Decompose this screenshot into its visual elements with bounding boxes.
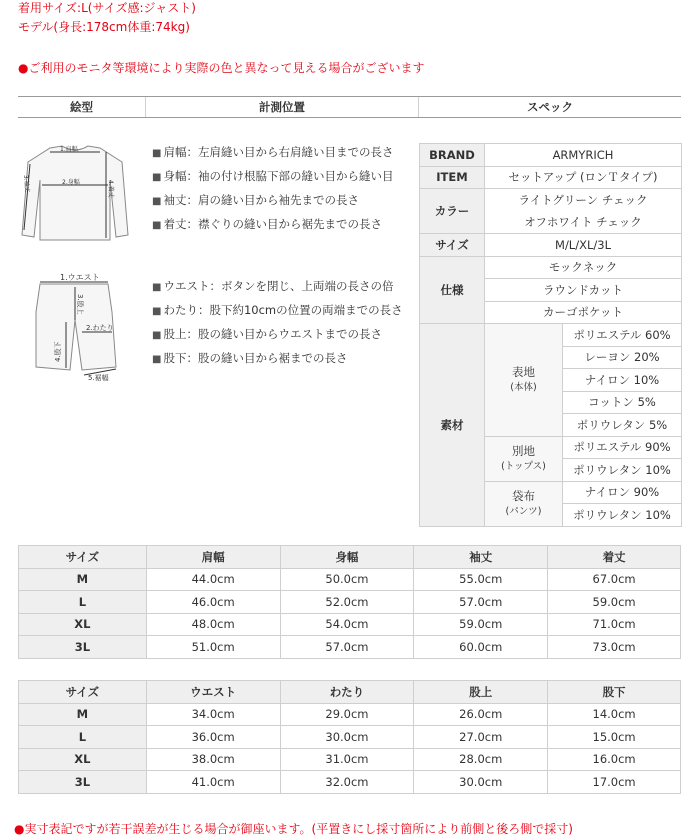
omote-label bbox=[485, 324, 563, 437]
cell: 71.0cm bbox=[548, 613, 681, 636]
measure-item: ■ 着丈：襟ぐりの縫い目から裾先までの長さ bbox=[152, 217, 382, 231]
cell: 27.0cm bbox=[414, 726, 548, 749]
material-row: コットン 5% bbox=[563, 391, 682, 414]
table-row bbox=[19, 748, 681, 771]
omote-sub: (本体) bbox=[510, 381, 537, 393]
material-row: ポリウレタン 5% bbox=[563, 414, 682, 437]
fukuro-title: 袋布 bbox=[512, 488, 535, 503]
measure-item: ■ 身幅：袖の付け根脇下部の縫い目から縫い目 bbox=[152, 169, 394, 183]
cell: 26.0cm bbox=[414, 703, 548, 726]
table-row bbox=[19, 636, 681, 659]
shiyou-item: モックネック bbox=[485, 256, 682, 279]
cell: 51.0cm bbox=[146, 636, 280, 659]
material-row: ポリウレタン 10% bbox=[563, 504, 682, 527]
pants-measure-list bbox=[152, 275, 403, 371]
tops-size-table bbox=[18, 545, 681, 659]
cell: 36.0cm bbox=[146, 726, 280, 749]
brand-value: ARMYRICH bbox=[485, 144, 682, 167]
table-row bbox=[19, 613, 681, 636]
cell: 41.0cm bbox=[146, 771, 280, 794]
table-header: 身幅 bbox=[280, 546, 414, 569]
measure-item: ■ ウエスト：ボタンを閉じ、上両端の長さの倍 bbox=[152, 279, 394, 293]
measure-item: ■ 股下：股の縫い目から裾までの長さ bbox=[152, 351, 348, 365]
cell: 32.0cm bbox=[280, 771, 414, 794]
table-row bbox=[19, 591, 681, 614]
tops-illustration bbox=[10, 140, 140, 250]
color-label: カラー bbox=[420, 189, 485, 234]
measure-item: ■ 股上：股の縫い目からウエストまでの長さ bbox=[152, 327, 382, 341]
size-value: M/L/XL/3L bbox=[485, 234, 682, 257]
cell: 29.0cm bbox=[280, 703, 414, 726]
cell: 73.0cm bbox=[548, 636, 681, 659]
measurement-footnote: ●実寸表記ですが若干誤差が生じる場合が御座います。(平置きにし採寸箇所により前側と後ろ側で採寸) bbox=[14, 822, 573, 836]
model-body-info: モデル(身長:178cm体重:74kg) bbox=[18, 20, 190, 34]
tops-label-1: 1.肩幅 bbox=[60, 146, 78, 153]
table-header: サイズ bbox=[19, 546, 147, 569]
cell: 48.0cm bbox=[146, 613, 280, 636]
cell: 67.0cm bbox=[548, 568, 681, 591]
cell: 30.0cm bbox=[414, 771, 548, 794]
cell: 31.0cm bbox=[280, 748, 414, 771]
table-header: サイズ bbox=[19, 681, 147, 704]
cell: 55.0cm bbox=[414, 568, 548, 591]
color-option: ライトグリーン チェック bbox=[518, 193, 648, 207]
cell: 14.0cm bbox=[548, 703, 681, 726]
cell: 59.0cm bbox=[548, 591, 681, 614]
cell: 28.0cm bbox=[414, 748, 548, 771]
cell: 60.0cm bbox=[414, 636, 548, 659]
measure-item: ■ 袖丈：肩の縫い目から袖先までの長さ bbox=[152, 193, 359, 207]
omote-title: 表地 bbox=[512, 364, 535, 379]
table-header: わたり bbox=[280, 681, 414, 704]
pants-label-inseam: 4.股下 bbox=[54, 341, 62, 362]
spec-table bbox=[419, 143, 682, 527]
header-measure-position: 計測位置 bbox=[146, 97, 419, 117]
size-label: サイズ bbox=[420, 234, 485, 257]
material-row: ポリエステル 60% bbox=[563, 324, 682, 347]
brand-label: BRAND bbox=[420, 144, 485, 167]
pants-illustration bbox=[20, 272, 130, 382]
row-size: L bbox=[19, 726, 147, 749]
table-header: 股上 bbox=[414, 681, 548, 704]
header-illustration: 絵型 bbox=[18, 97, 146, 117]
betsu-title: 別地 bbox=[512, 443, 535, 458]
table-header: 股下 bbox=[548, 681, 681, 704]
color-option: オフホワイト チェック bbox=[524, 215, 642, 229]
row-size: XL bbox=[19, 748, 147, 771]
fukuro-sub: (パンツ) bbox=[505, 505, 542, 517]
table-header: ウエスト bbox=[146, 681, 280, 704]
cell: 16.0cm bbox=[548, 748, 681, 771]
material-label: 素材 bbox=[420, 324, 485, 527]
shiyou-item: カーゴポケット bbox=[485, 301, 682, 324]
cell: 34.0cm bbox=[146, 703, 280, 726]
header-spec: スペック bbox=[527, 100, 573, 114]
table-header: 肩幅 bbox=[146, 546, 280, 569]
pants-label-waist: 1.ウエスト bbox=[60, 273, 100, 282]
table-header: 着丈 bbox=[548, 546, 681, 569]
color-notice: ●ご利用のモニタ等環境により実際の色と異なって見える場合がございます bbox=[18, 61, 425, 75]
color-value bbox=[485, 189, 682, 234]
row-size: L bbox=[19, 591, 147, 614]
item-label: ITEM bbox=[420, 166, 485, 189]
cell: 44.0cm bbox=[146, 568, 280, 591]
table-header: 袖丈 bbox=[414, 546, 548, 569]
betsu-label bbox=[485, 436, 563, 481]
table-row bbox=[19, 703, 681, 726]
tops-label-3: 3.袖丈 bbox=[22, 174, 31, 193]
tops-label-2: 2.身幅 bbox=[62, 179, 80, 186]
cell: 54.0cm bbox=[280, 613, 414, 636]
material-row: ナイロン 10% bbox=[563, 369, 682, 392]
spec-header-row bbox=[18, 96, 681, 118]
tops-label-4: 4.着丈 bbox=[107, 180, 114, 198]
row-size: M bbox=[19, 703, 147, 726]
cell: 17.0cm bbox=[548, 771, 681, 794]
material-row: ポリエステル 90% bbox=[563, 436, 682, 459]
table-row bbox=[19, 771, 681, 794]
table-row bbox=[19, 568, 681, 591]
cell: 52.0cm bbox=[280, 591, 414, 614]
cell: 57.0cm bbox=[414, 591, 548, 614]
model-size-info: 着用サイズ:L(サイズ感:ジャスト) bbox=[18, 1, 196, 15]
table-row bbox=[19, 726, 681, 749]
cell: 59.0cm bbox=[414, 613, 548, 636]
cell: 57.0cm bbox=[280, 636, 414, 659]
row-size: 3L bbox=[19, 771, 147, 794]
pants-label-hem: 5.裾幅 bbox=[88, 374, 109, 382]
shiyou-item: ラウンドカット bbox=[485, 279, 682, 302]
pants-label-rise: 3.股上 bbox=[76, 294, 84, 315]
cell: 46.0cm bbox=[146, 591, 280, 614]
row-size: 3L bbox=[19, 636, 147, 659]
material-row: レーヨン 20% bbox=[563, 346, 682, 369]
shiyou-label: 仕様 bbox=[420, 256, 485, 324]
cell: 50.0cm bbox=[280, 568, 414, 591]
row-size: XL bbox=[19, 613, 147, 636]
material-row: ポリウレタン 10% bbox=[563, 459, 682, 482]
measure-item: ■ わたり：股下約10cmの位置の両端までの長さ bbox=[152, 303, 403, 317]
row-size: M bbox=[19, 568, 147, 591]
measure-item: ■ 肩幅：左肩縫い目から右肩縫い目までの長さ bbox=[152, 145, 394, 159]
pants-size-table bbox=[18, 680, 681, 794]
cell: 30.0cm bbox=[280, 726, 414, 749]
material-row: ナイロン 90% bbox=[563, 481, 682, 504]
tops-measure-list bbox=[152, 141, 393, 237]
cell: 38.0cm bbox=[146, 748, 280, 771]
cell: 15.0cm bbox=[548, 726, 681, 749]
pants-label-thigh: 2.わたり bbox=[86, 324, 114, 332]
item-value: セットアップ (ロンＴタイプ) bbox=[485, 166, 682, 189]
betsu-sub: (トップス) bbox=[501, 460, 546, 472]
fukuro-label bbox=[485, 481, 563, 526]
